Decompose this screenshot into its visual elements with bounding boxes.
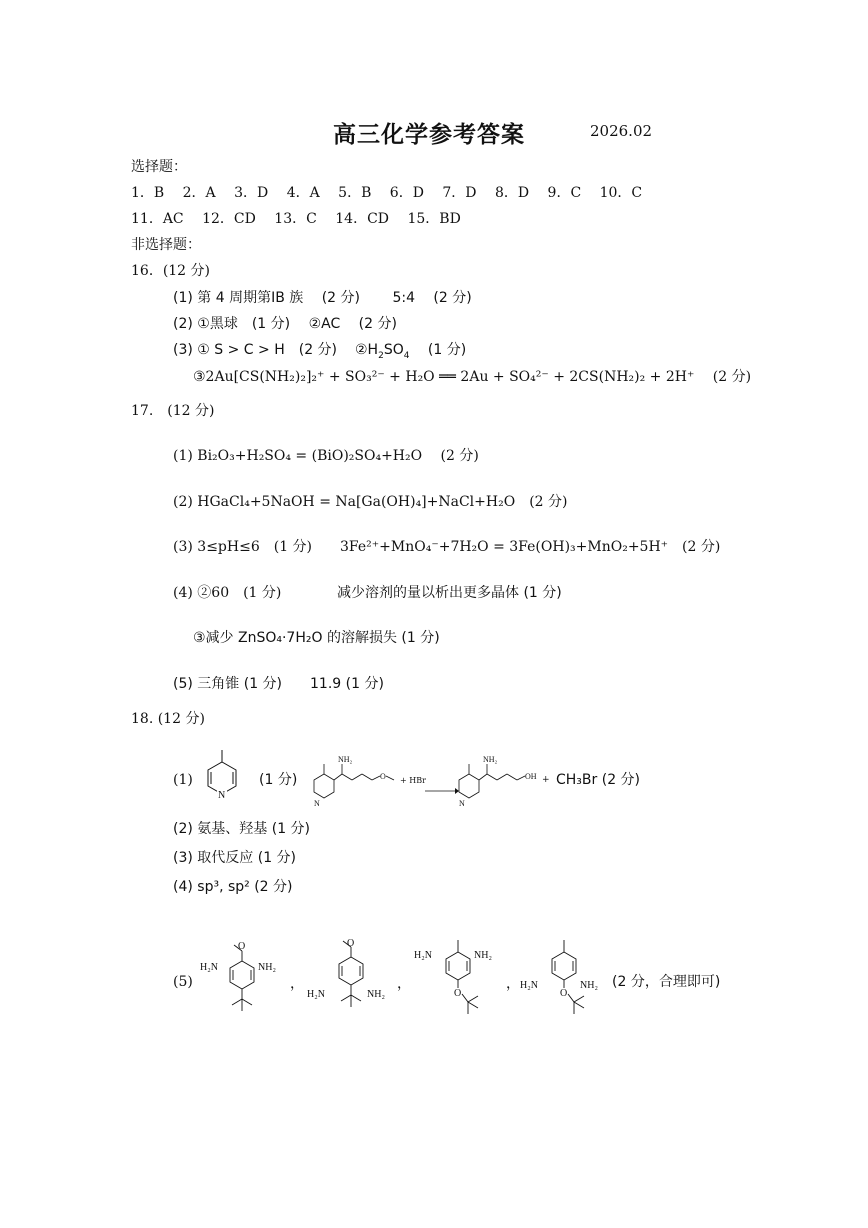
isomer-b-nh2-label: NH₂ — [367, 989, 385, 1000]
q18-part1-score: (1 分) — [259, 772, 298, 788]
q16-part2: (2) ①黑球 (1 分) ②AC (2 分) — [173, 316, 397, 332]
reactant-o-label: O — [380, 772, 386, 781]
q18-part1-number: (1) — [173, 772, 193, 788]
q18-part2: (2) 氨基、羟基 (1 分) — [173, 821, 311, 837]
choice-heading: 选择题： — [131, 159, 187, 175]
isomer-c-o-label: O — [454, 988, 462, 999]
structure-product-hydroxy-amine — [455, 752, 555, 816]
q16-part3a: (3) ① S > C > H (2 分) — [173, 342, 338, 358]
structure-isomer-d — [518, 932, 613, 1026]
q16-part3c-equation: ③2Au[CS(NH₂)₂]₂⁺ + SO₃²⁻ + H₂O ══ 2Au + SO₄²⁻ + 2CS(NH₂)₂ + 2H⁺ (2 分) — [193, 369, 752, 385]
q17-part4a: (4) ②60 (1 分) — [173, 585, 282, 601]
document-date: 2026.02 — [590, 122, 653, 140]
pyridine-n-label: N — [218, 790, 226, 801]
q17-part2: (2) HGaCl₄+5NaOH = Na[Ga(OH)₄]+NaCl+H₂O (2 分) — [173, 494, 568, 510]
q18-part3: (3) 取代反应 (1 分) — [173, 850, 297, 866]
q18-heading: 18. (12 分) — [131, 711, 205, 727]
isomer-c-nh2-label: NH₂ — [474, 950, 492, 961]
isomer-a-nh2-label: NH₂ — [258, 962, 276, 973]
nonchoice-heading: 非选择题： — [131, 237, 201, 253]
structure-isomer-c — [412, 932, 507, 1026]
q16-heading: 16．(12 分) — [131, 263, 211, 279]
isomer-b-h2n-label: H₂N — [307, 989, 325, 1000]
structure-reactant-methoxy-amine — [310, 752, 410, 816]
reagent-hbr: + HBr — [400, 776, 426, 785]
separator-comma-3: ， — [506, 976, 520, 992]
q17-part5: (5) 三角锥 (1 分) 11.9 (1 分) — [173, 676, 384, 692]
q17-part4c: ③减少 ZnSO₄·7H₂O 的溶解损失 (1 分) — [193, 630, 440, 646]
isomer-a-h2n-label: H₂N — [200, 962, 218, 973]
q18-part5-score: (2 分，合理即可) — [612, 974, 721, 990]
q16-part3b: $②H_2SO_4$ (1 分) — [355, 342, 467, 361]
q17-part1: (1) Bi₂O₃+H₂SO₄ = (BiO)₂SO₄+H₂O (2 分) — [173, 448, 479, 464]
q17-part3: (3) 3≤pH≤6 (1 分) 3Fe²⁺+MnO₄⁻+7H₂O = 3Fe(OH)₃+MnO₂+5H⁺ (2 分) — [173, 539, 721, 555]
q18-part1-byproduct: CH₃Br (2 分) — [556, 772, 641, 788]
choice-answers-row-1: 1．B 2．A 3．D 4．A 5．B 6．D 7．D 8．D 9．C 10．C — [131, 185, 643, 201]
reactant-nh2-label: NH₂ — [338, 755, 353, 764]
q17-part4b: 减少溶剂的量以析出更多晶体 (1 分) — [337, 585, 562, 601]
isomer-d-nh2-label: NH₂ — [580, 980, 598, 991]
separator-comma-2: ， — [397, 976, 411, 992]
q16-part1: (1) 第 4 周期第IB 族 (2 分) 5:4 (2 分) — [173, 290, 472, 306]
product-n-label: N — [459, 799, 465, 808]
isomer-a-o-label: O — [238, 941, 246, 952]
isomer-d-h2n-label: H₂N — [520, 980, 538, 991]
choice-answers-row-2: 11．AC 12．CD 13．C 14．CD 15．BD — [131, 211, 461, 227]
reaction-arrow — [425, 780, 459, 799]
structure-isomer-a — [196, 935, 291, 1029]
product-oh-label: OH — [525, 772, 537, 781]
isomer-d-o-label: O — [560, 988, 568, 999]
q17-heading: 17. (12 分) — [131, 403, 215, 419]
q18-part5-number: (5) — [173, 974, 193, 990]
reaction-plus: + — [542, 775, 550, 785]
separator-comma-1: ， — [290, 976, 304, 992]
structure-4-methylpyridine — [200, 748, 245, 814]
reactant-n-label: N — [314, 799, 320, 808]
product-nh2-label: NH₂ — [483, 755, 498, 764]
isomer-c-h2n-label: H₂N — [414, 950, 432, 961]
structure-isomer-b — [305, 935, 400, 1029]
q18-part4: (4) sp³, sp² (2 分) — [173, 879, 293, 895]
page-title: 高三化学参考答案 — [333, 122, 525, 148]
isomer-b-o-label: O — [347, 938, 355, 949]
